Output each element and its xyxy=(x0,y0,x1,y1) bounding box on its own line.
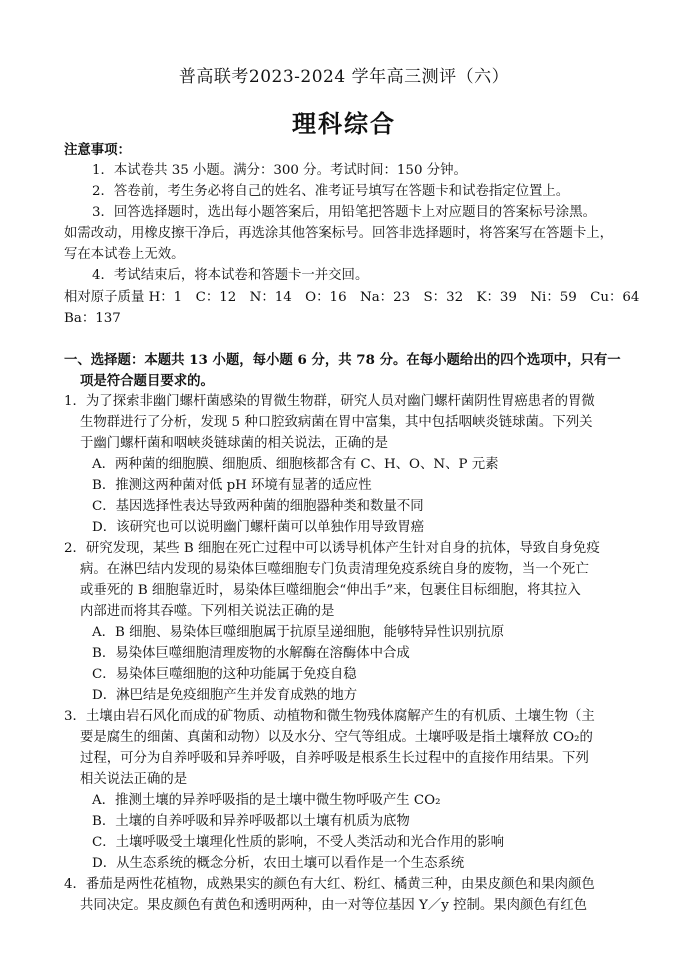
option-a: A．B 细胞、易染体巨噬细胞属于抗原呈递细胞，能够特异性识别抗原 xyxy=(92,625,505,640)
atomic-mass-line: Ba：137 xyxy=(64,311,121,326)
exam-title: 普高联考2023-2024 学年高三测评（六） xyxy=(178,67,510,87)
question-stem-line: 2．研究发现，某些 B 细胞在死亡过程中可以诱导机体产生针对自身的抗体，导致自身免疫 xyxy=(64,541,600,556)
question-stem-line: 相关说法正确的是 xyxy=(80,772,188,787)
atomic-mass-line: 相对原子质量 H：1 C：12 N：14 O：16 Na：23 S：32 K：39 Ni：59 Cu：64 xyxy=(64,290,640,305)
subject-title: 理科综合 xyxy=(292,109,396,138)
note-line: 2．答卷前，考生务必将自己的姓名、准考证号填写在答题卡和试卷指定位置上。 xyxy=(92,184,570,199)
option-d: D．从生态系统的概念分析，农田土壤可以看作是一个生态系统 xyxy=(92,856,465,871)
question-stem-line: 1．为了探索非幽门螺杆菌感染的胃微生物群，研究人员对幽门螺杆菌阴性胃癌患者的胃微 xyxy=(64,394,595,409)
option-c: C．土壤呼吸受土壤理化性质的影响，不受人类活动和光合作用的影响 xyxy=(92,835,504,850)
question-stem-line: 病。在淋巴结内发现的易染体巨噬细胞专门负责清理免疫系统自身的废物，当一个死亡 xyxy=(80,562,589,577)
question-stem-line: 内部进而将其吞噬。下列相关说法正确的是 xyxy=(80,604,335,619)
option-b: B．易染体巨噬细胞清理废物的水解酶在溶酶体中合成 xyxy=(92,646,410,661)
question-stem-line: 于幽门螺杆菌和咽峡炎链球菌的相关说法，正确的是 xyxy=(80,436,388,451)
note-line: 3．回答选择题时，选出每小题答案后，用铅笔把答题卡上对应题目的答案标号涂黑。 xyxy=(92,205,596,220)
section-heading: 一、选择题：本题共 13 小题，每小题 6 分，共 78 分。在每小题给出的四个选项中，只有一 xyxy=(64,352,621,368)
note-line: 1．本试卷共 35 小题。满分：300 分。考试时间：150 分钟。 xyxy=(92,163,467,178)
question-stem-line: 生物群进行了分析，发现 5 种口腔致病菌在胃中富集，其中包括咽峡炎链球菌。下列关 xyxy=(80,415,593,430)
option-b: B．土壤的自养呼吸和异养呼吸都以土壤有机质为底物 xyxy=(92,814,410,829)
note-line: 写在本试卷上无效。 xyxy=(64,247,185,262)
question-stem-line: 3．土壤由岩石风化而成的矿物质、动植物和微生物残体腐解产生的有机质、土壤生物（主 xyxy=(64,709,595,724)
option-b: B．推测这两种菌对低 pH 环境有显著的适应性 xyxy=(92,478,372,493)
option-a: A．两种菌的细胞膜、细胞质、细胞核都含有 C、H、O、N、P 元素 xyxy=(92,457,499,472)
option-c: C．易染体巨噬细胞的这种功能属于免疫自稳 xyxy=(92,667,357,682)
note-line: 4．考试结束后，将本试卷和答题卡一并交回。 xyxy=(92,268,369,283)
option-a: A．推测土壤的异养呼吸指的是土壤中微生物呼吸产生 CO₂ xyxy=(92,793,441,808)
note-line: 如需改动，用橡皮擦干净后，再选涂其他答案标号。回答非选择题时，将答案写在答题卡上， xyxy=(64,226,614,241)
question-stem-line: 过程，可分为自养呼吸和异养呼吸，自养呼吸是根系生长过程中的直接作用结果。下列 xyxy=(80,751,589,766)
option-d: D．淋巴结是免疫细胞产生并发育成熟的地方 xyxy=(92,688,358,703)
question-stem-line: 或垂死的 B 细胞靠近时，易染体巨噬细胞会“伸出手”来，包裹住目标细胞，将其拉入 xyxy=(80,583,581,598)
question-stem-line: 4．番茄是两性花植物，成熟果实的颜色有大红、粉红、橘黄三种，由果皮颜色和果肉颜色 xyxy=(64,877,595,892)
option-d: D．该研究也可以说明幽门螺杆菌可以单独作用导致胃癌 xyxy=(92,520,425,535)
notes-heading: 注意事项： xyxy=(64,142,131,158)
option-c: C．基因选择性表达导致两种菌的细胞器种类和数量不同 xyxy=(92,499,424,514)
question-stem-line: 要是腐生的细菌、真菌和动物）以及水分、空气等组成。土壤呼吸是指土壤释放 CO₂的 xyxy=(80,730,593,745)
question-stem-line: 共同决定。果皮颜色有黄色和透明两种，由一对等位基因 Y／y 控制。果肉颜色有红色 xyxy=(80,898,587,913)
section-heading: 项是符合题目要求的。 xyxy=(80,373,214,389)
